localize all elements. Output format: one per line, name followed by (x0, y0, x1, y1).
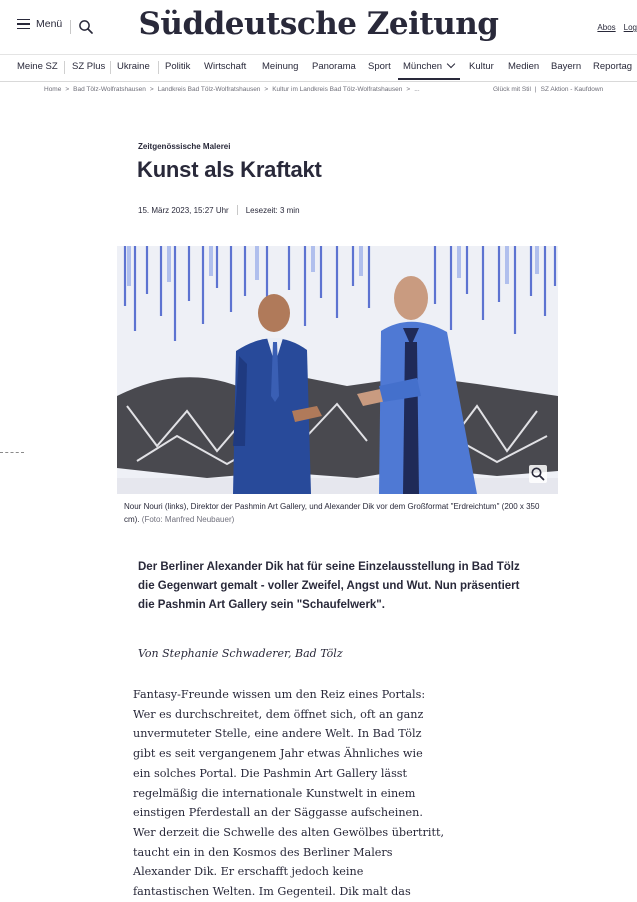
photo-caption (124, 500, 554, 526)
nav-item-medien[interactable]: Medien (508, 61, 540, 72)
site-header (0, 0, 637, 54)
body-line: Wer derzeit die Schwelle des alten Gewölbes übertritt, (133, 825, 445, 839)
article-headline: Kunst als Kraftakt (137, 157, 322, 182)
menu-label: Menü (36, 18, 63, 30)
main-navigation (0, 54, 637, 82)
article-teaser: Der Berliner Alexander Dik hat für seine Einzelausstellung in Bad Tölz die Gegenwart gemalt - voller Zweifel, Angst und Wut. Nun präsentiert die Pashmin Art Gallery sein "Schaufelwerk". (138, 561, 520, 611)
body-line: regelmäßig die internationale Kunstwelt in einem (133, 786, 416, 800)
nav-item-panorama[interactable]: Panorama (312, 61, 356, 72)
article-author: Von Stephanie Schwaderer, Bad Tölz (138, 647, 343, 660)
reading-time: Lesezeit: 3 min (245, 205, 300, 215)
breadcrumb-landkreis[interactable]: Landkreis Bad Tölz-Wolfratshausen (157, 86, 261, 93)
body-line: taucht ein in den Kosmos des Berliner Malers (133, 845, 393, 859)
body-line: einstigen Pferdestall an der Säggasse aufscheinen. (133, 806, 423, 820)
kaufdown-link[interactable]: SZ Aktion - Kaufdown (540, 86, 604, 93)
breadcrumb-home[interactable]: Home (44, 86, 62, 93)
nav-item-bayern[interactable]: Bayern (551, 61, 582, 72)
body-line: Alexander Dik. Er erschafft jedoch keine (133, 865, 364, 879)
nav-item-sport[interactable]: Sport (368, 61, 391, 72)
photo-credit: (Foto: Manfred Neubauer) (141, 515, 235, 524)
nav-item-reportage[interactable]: Reportag (593, 61, 633, 72)
nav-divider (158, 61, 159, 74)
magnifier-icon[interactable] (529, 465, 547, 483)
nav-item-muenchen[interactable] (403, 61, 454, 72)
body-line: ein solches Portal. Die Pashmin Art Gallery lässt (133, 766, 408, 780)
article-photo (117, 246, 558, 494)
article-meta (138, 205, 300, 215)
breadcrumb-bad-toelz[interactable]: Bad Tölz-Wolfratshausen (73, 86, 146, 93)
breadcrumb: Home > Bad Tölz-Wolfratshausen > Landkreis Bad Tölz-Wolfratshausen > Kultur im Landkreis Bad Tölz-Wolfratshausen > ... (44, 86, 420, 93)
nav-item-meinung[interactable]: Meinung (262, 61, 299, 72)
breadcrumb-more[interactable]: ... (414, 86, 420, 93)
caption-text: Nour Nouri (links), Direktor der Pashmin Art Gallery, und Alexander Dik vor dem Großformat "Erdreichtum" (200 x 350 cm). (124, 502, 540, 524)
breadcrumb-kultur[interactable]: Kultur im Landkreis Bad Tölz-Wolfratshausen (272, 86, 403, 93)
nav-divider (110, 61, 111, 74)
chevron-down-icon (447, 60, 455, 68)
article-date: 15. März 2023, 15:27 Uhr (138, 205, 229, 215)
body-line: Fantasy-Freunde wissen um den Reiz eines Portals: (133, 688, 426, 701)
nav-item-kultur[interactable]: Kultur (469, 61, 494, 72)
nav-divider (64, 61, 65, 74)
nav-item-wirtschaft[interactable]: Wirtschaft (204, 61, 247, 72)
body-line: Wer es durchschreitet, dem öffnet sich, oft an ganz (133, 707, 424, 721)
body-line: unvermuteter Stelle, eine andere Welt. In Bad Tölz (133, 727, 422, 741)
nav-item-sz-plus[interactable]: SZ Plus (72, 61, 106, 72)
site-logo[interactable]: Süddeutsche Zeitung (138, 6, 499, 42)
dashed-marker (0, 452, 24, 453)
breadcrumb-extra-links: Glück mit Stil | SZ Aktion - Kaufdown (493, 86, 604, 93)
body-line: gibt es seit vergangenem Jahr etwas Ähnliches wie (133, 747, 423, 761)
nav-active-indicator (398, 78, 460, 80)
header-links (597, 23, 637, 32)
glueck-mit-stil-link[interactable]: Glück mit Stil (493, 86, 531, 93)
nav-item-ukraine[interactable]: Ukraine (117, 61, 150, 72)
article-body (133, 685, 463, 902)
login-link[interactable]: Log (623, 23, 637, 32)
nav-item-muenchen-label: München (403, 61, 443, 72)
meta-divider (237, 205, 238, 215)
photo-illustration (117, 246, 558, 494)
abos-link[interactable]: Abos (597, 23, 616, 32)
article-kicker: Zeitgenössische Malerei (138, 142, 231, 151)
nav-item-politik[interactable]: Politik (165, 61, 191, 72)
body-line: fantastischen Welten. Im Gegenteil. Dik malt das (133, 885, 411, 899)
nav-item-meine-sz[interactable]: Meine SZ (17, 61, 58, 72)
